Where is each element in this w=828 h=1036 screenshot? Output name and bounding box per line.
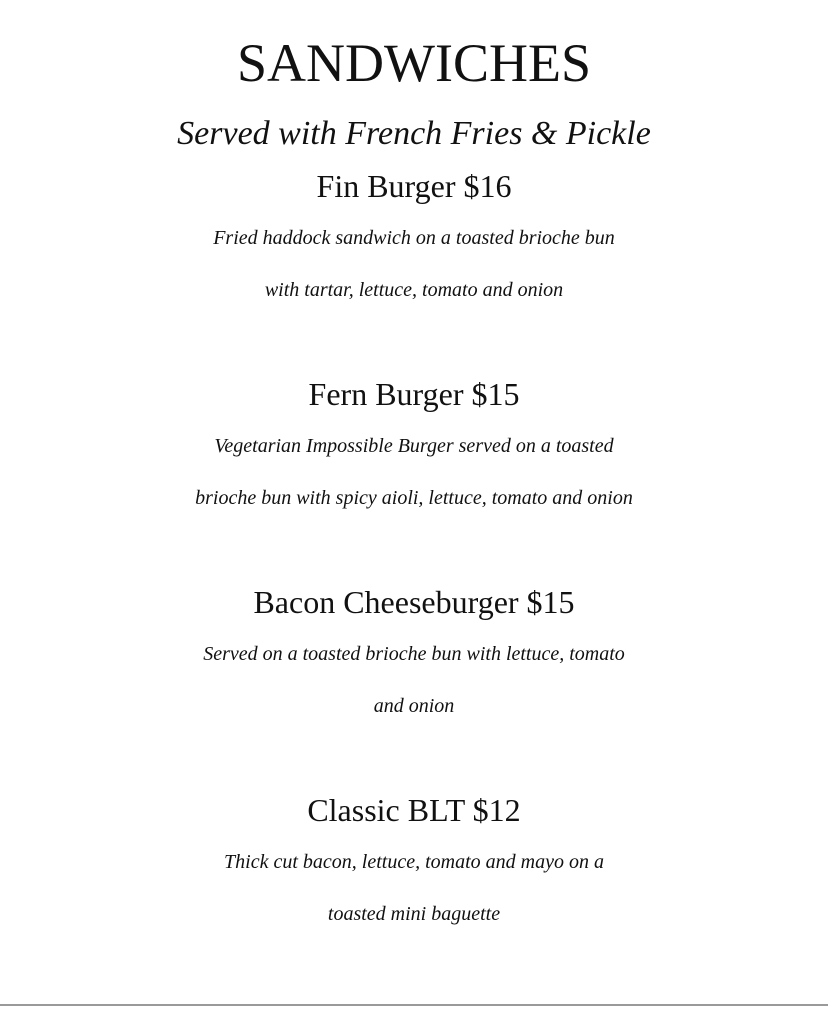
menu-item-classic-blt (0, 788, 828, 940)
menu-item-description-line: brioche bun with spicy aioli, lettuce, tomato and onion (195, 487, 633, 509)
menu-item-name: Classic BLT $12 (307, 792, 521, 828)
menu-item-description (0, 416, 828, 524)
menu-item-fin-burger (0, 164, 828, 316)
menu-item-description-line: Thick cut bacon, lettuce, tomato and mayo on a (224, 851, 604, 873)
menu-item-bacon-cheeseburger (0, 580, 828, 732)
menu-item-description-line: Fried haddock sandwich on a toasted brioche bun (213, 227, 615, 249)
menu-section-title: SANDWICHES (236, 33, 591, 93)
menu-item-description-line: and onion (373, 695, 455, 717)
menu-item-description-line: Served on a toasted brioche bun with lettuce, tomato (203, 643, 625, 665)
menu-item-name: Bacon Cheeseburger $15 (253, 584, 575, 620)
menu-section-subtitle: Served with French Fries & Pickle (177, 115, 651, 152)
menu-item-description (0, 208, 828, 316)
menu-item-description (0, 832, 828, 940)
bottom-divider (0, 1004, 828, 1006)
menu-item-fern-burger (0, 372, 828, 524)
menu-item-description-line: toasted mini baguette (327, 903, 501, 925)
menu-item-description-line: with tartar, lettuce, tomato and onion (264, 279, 564, 301)
menu-item-description (0, 624, 828, 732)
menu-item-name: Fern Burger $15 (308, 376, 520, 412)
menu-item-name: Fin Burger $16 (316, 168, 512, 204)
menu-item-description-line: Vegetarian Impossible Burger served on a toasted (214, 435, 614, 457)
